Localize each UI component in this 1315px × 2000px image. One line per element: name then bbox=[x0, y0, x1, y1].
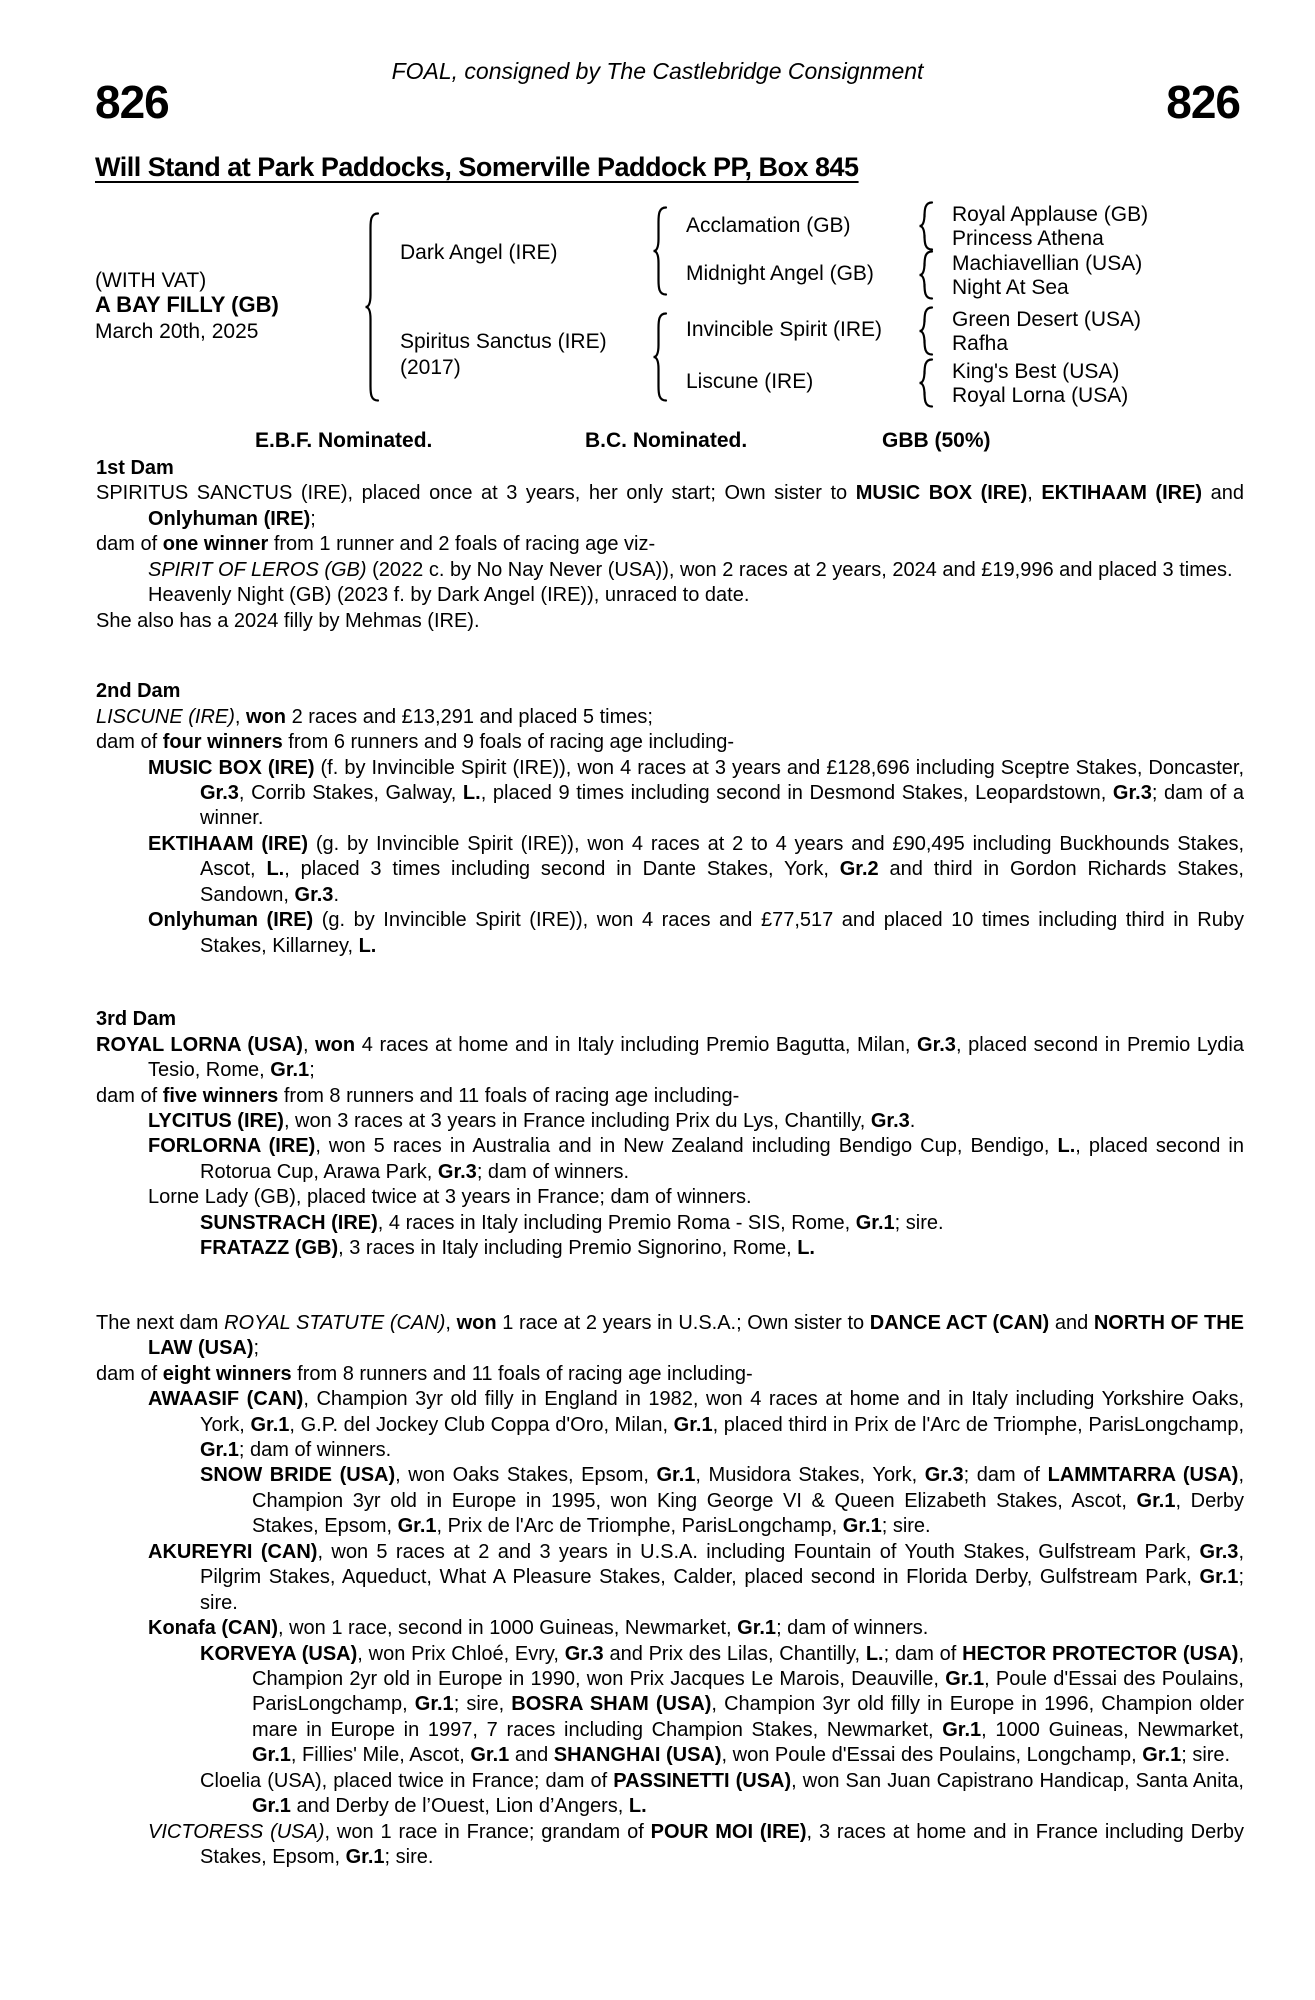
text-run: , 3 races at home and in France including Derby Stakes, Epsom, bbox=[200, 1820, 1244, 1869]
text-run: and bbox=[1202, 482, 1244, 505]
text-run: , bbox=[1027, 482, 1042, 505]
catalog-paragraph bbox=[96, 1820, 1244, 1871]
pedigree-gen2-entry: Liscune (IRE) bbox=[686, 370, 814, 393]
text-run: , bbox=[302, 1033, 316, 1056]
text-run: Lorne Lady (GB), placed twice at 3 years in France; dam of winners. bbox=[148, 1186, 752, 1209]
text-run: , Champion 3yr old filly in England in 1982, won 4 races at home and in Italy including Yorkshire Oaks, York, bbox=[200, 1388, 1245, 1436]
text-run: 4 races at home and in Italy including Premio Bagutta, Milan, bbox=[355, 1033, 918, 1056]
text-run: Gr.1 bbox=[737, 1617, 777, 1640]
subject-name: A BAY FILLY (GB) bbox=[95, 292, 279, 317]
text-run: dam of bbox=[96, 1362, 163, 1385]
text-run: MUSIC BOX (IRE) bbox=[148, 756, 315, 779]
text-run: She also has a 2024 filly by Mehmas (IRE). bbox=[96, 609, 480, 632]
text-run: Gr.1 bbox=[945, 1668, 985, 1691]
pedigree-brace bbox=[918, 201, 934, 251]
text-run: L. bbox=[865, 1642, 884, 1665]
lot-number-left: 826 bbox=[95, 76, 169, 128]
text-run: POUR MOI (IRE) bbox=[650, 1820, 807, 1843]
consignor-line: FOAL, consigned by The Castlebridge Consignment bbox=[391, 58, 924, 84]
vat-note: (WITH VAT) bbox=[95, 269, 207, 292]
text-run: Gr.3 bbox=[437, 1160, 477, 1183]
text-run: , bbox=[234, 705, 247, 728]
catalog-paragraph bbox=[96, 730, 1244, 755]
text-run: , Musidora Stakes, York, bbox=[695, 1464, 925, 1487]
text-run: 1 race at 2 years in U.S.A.; Own sister to bbox=[496, 1311, 870, 1334]
text-run: , won 3 races at 3 years in France including Prix du Lys, Chantilly, bbox=[283, 1109, 871, 1132]
catalog-paragraph bbox=[96, 1362, 1244, 1387]
text-run: , Corrib Stakes, Galway, bbox=[238, 781, 463, 804]
text-run: , won 1 race in France; grandam of bbox=[324, 1820, 651, 1843]
text-run: , Champion 3yr old filly in Europe in 1996, Champion older mare in Europe in 1997, 7 races including Champion Stakes, Newmarket, bbox=[252, 1693, 1244, 1741]
pedigree-brace bbox=[652, 206, 668, 296]
text-run: Gr.1 bbox=[252, 1795, 291, 1818]
text-run: ; dam of winners. bbox=[476, 1160, 630, 1183]
text-run: Gr.1 bbox=[1142, 1744, 1182, 1767]
text-run: dam of bbox=[96, 731, 163, 754]
text-run: five winners bbox=[162, 1084, 279, 1107]
catalog-paragraph bbox=[96, 481, 1244, 532]
catalog-text bbox=[96, 456, 1244, 1871]
text-run: LAMMTARRA (USA) bbox=[1047, 1464, 1239, 1487]
text-run: EKTIHAAM (IRE) bbox=[148, 832, 309, 855]
text-run: AKUREYRI (CAN) bbox=[148, 1540, 318, 1563]
pedigree-brace bbox=[652, 312, 668, 402]
text-run: L. bbox=[628, 1795, 647, 1818]
lot-number-right: 826 bbox=[1166, 76, 1240, 128]
text-run: , 4 races in Italy including Premio Roma - SIS, Rome, bbox=[377, 1211, 856, 1234]
text-run: Gr.3 bbox=[294, 883, 334, 906]
catalog-paragraph bbox=[96, 1769, 1244, 1820]
text-run: Gr.1 bbox=[673, 1413, 713, 1436]
catalog-paragraph bbox=[96, 609, 1244, 634]
text-run: Gr.1 bbox=[397, 1515, 437, 1538]
catalog-paragraph bbox=[96, 1033, 1244, 1084]
pedigree-gen3-entry: Night At Sea bbox=[952, 276, 1069, 299]
text-run: from 6 runners and 9 foals of racing age including- bbox=[282, 731, 735, 754]
text-run: ; dam of bbox=[963, 1464, 1048, 1487]
text-run: Gr.1 bbox=[855, 1211, 895, 1234]
text-run: BOSRA SHAM (USA) bbox=[511, 1693, 712, 1716]
text-run: from 8 runners and 11 foals of racing age including- bbox=[278, 1084, 740, 1107]
catalog-paragraph bbox=[96, 558, 1244, 583]
text-run: and bbox=[1049, 1311, 1094, 1334]
text-run: MUSIC BOX (IRE) bbox=[855, 482, 1028, 505]
stand-location-line: Will Stand at Park Paddocks, Somerville Paddock PP, Box 845 bbox=[95, 152, 859, 182]
catalog-paragraph bbox=[96, 1185, 1244, 1210]
pedigree-dam: Spiritus Sanctus (IRE) bbox=[400, 330, 607, 353]
catalog-paragraph bbox=[96, 532, 1244, 557]
pedigree-brace bbox=[918, 306, 934, 356]
catalog-paragraph bbox=[96, 1084, 1244, 1109]
text-run: L. bbox=[266, 858, 285, 881]
text-run: (2022 c. by No Nay Never (USA)), won 2 races at 2 years, 2024 and £19,996 and placed 3 times. bbox=[366, 558, 1233, 581]
text-run: ; dam of winners. bbox=[238, 1438, 392, 1461]
text-run: KORVEYA (USA) bbox=[200, 1642, 358, 1665]
text-run: DANCE ACT (CAN) bbox=[869, 1311, 1050, 1334]
text-run: and bbox=[509, 1744, 554, 1767]
text-run: Gr.1 bbox=[1136, 1489, 1176, 1512]
text-run: Gr.3 bbox=[1199, 1540, 1239, 1563]
text-run: , Derby Stakes, Epsom, bbox=[252, 1489, 1245, 1538]
text-run: from 8 runners and 11 foals of racing age including- bbox=[291, 1362, 753, 1385]
text-run: Gr.1 bbox=[270, 1059, 310, 1082]
text-run: ; dam of winners. bbox=[776, 1617, 929, 1640]
text-run: Gr.3 bbox=[917, 1033, 956, 1056]
text-run: 2 races and £13,291 and placed 5 times; bbox=[286, 705, 653, 728]
pedigree-gen3-entry: Green Desert (USA) bbox=[952, 308, 1142, 331]
text-run: Gr.3 bbox=[564, 1642, 604, 1665]
text-run: L. bbox=[1057, 1135, 1076, 1158]
text-run: one winner bbox=[162, 533, 269, 556]
pedigree-gen3-entry: Royal Lorna (USA) bbox=[952, 384, 1129, 407]
catalog-paragraph bbox=[96, 583, 1244, 608]
catalog-paragraph bbox=[96, 756, 1244, 832]
text-run: Gr.2 bbox=[839, 858, 879, 881]
catalog-paragraph bbox=[96, 1109, 1244, 1134]
text-run: LISCUNE (IRE) bbox=[96, 705, 235, 728]
text-run: dam of bbox=[96, 1084, 163, 1107]
text-run: won bbox=[315, 1033, 356, 1056]
pedigree-gen2-entry: Midnight Angel (GB) bbox=[686, 262, 874, 285]
text-run: won bbox=[456, 1311, 497, 1334]
text-run: Gr.3 bbox=[924, 1464, 964, 1487]
catalog-paragraph bbox=[96, 1642, 1244, 1769]
pedigree-gen3-entry: Princess Athena bbox=[952, 227, 1104, 250]
pedigree-dam-year: (2017) bbox=[400, 356, 461, 379]
text-run: Gr.1 bbox=[942, 1718, 982, 1741]
catalog-paragraph bbox=[96, 1211, 1244, 1236]
pedigree-gen3-entry: King's Best (USA) bbox=[952, 360, 1120, 383]
text-run: , Champion 2yr old in Europe in 1990, won Prix Jacques Le Marois, Deauville, bbox=[252, 1642, 1245, 1691]
text-run: four winners bbox=[162, 731, 283, 754]
text-run: NORTH OF THE LAW (USA) bbox=[148, 1311, 1244, 1360]
text-run: Gr.1 bbox=[414, 1693, 454, 1716]
text-run: FRATAZZ (GB) bbox=[200, 1237, 339, 1260]
text-run: PASSINETTI (USA) bbox=[613, 1769, 792, 1792]
text-run: AWAASIF (CAN) bbox=[148, 1388, 304, 1411]
text-run: Heavenly Night (GB) (2023 f. by Dark Angel (IRE)), unraced to date. bbox=[148, 584, 750, 607]
text-run: , won 1 race, second in 1000 Guineas, Newmarket, bbox=[278, 1617, 738, 1640]
section-heading: 2nd Dam bbox=[96, 680, 181, 703]
text-run: . bbox=[333, 883, 339, 906]
text-run: ; sire. bbox=[1181, 1744, 1231, 1767]
catalog-paragraph bbox=[96, 1463, 1244, 1539]
text-run: L. bbox=[358, 934, 377, 957]
text-run: Gr.1 bbox=[842, 1515, 882, 1538]
catalog-paragraph bbox=[96, 1236, 1244, 1261]
text-run: ; dam of bbox=[883, 1642, 963, 1665]
text-run: FORLORNA (IRE) bbox=[148, 1135, 316, 1158]
pedigree-gen3-entry: Machiavellian (USA) bbox=[952, 252, 1143, 275]
pedigree-brace bbox=[918, 358, 934, 408]
text-run: ; sire. bbox=[894, 1211, 944, 1234]
text-run: (g. by Invincible Spirit (IRE)), won 4 races and £77,517 and placed 10 times including third in Ruby Stakes, Killarney, bbox=[200, 909, 1244, 957]
text-run: ; sire. bbox=[384, 1846, 434, 1869]
text-run: , placed 9 times including second in Desmond Stakes, Leopardstown, bbox=[480, 781, 1113, 804]
text-run: ; bbox=[309, 1059, 315, 1082]
text-run: SUNSTRACH (IRE) bbox=[200, 1211, 378, 1234]
text-run: Gr.1 bbox=[250, 1413, 290, 1436]
text-run: SHANGHAI (USA) bbox=[553, 1744, 722, 1767]
ebf-nomination: E.B.F. Nominated. bbox=[255, 429, 433, 452]
text-run: (g. by Invincible Spirit (IRE)), won 4 races at 2 to 4 years and £90,495 including Buckhounds Stakes, Ascot, bbox=[200, 832, 1245, 881]
text-run: from 1 runner and 2 foals of racing age viz- bbox=[268, 533, 656, 556]
pedigree-gen2-entry: Acclamation (GB) bbox=[686, 214, 851, 237]
text-run: HECTOR PROTECTOR (USA) bbox=[962, 1642, 1239, 1665]
text-run: EKTIHAAM (IRE) bbox=[1041, 482, 1203, 505]
bc-nomination: B.C. Nominated. bbox=[585, 429, 748, 452]
text-run: ; bbox=[310, 507, 316, 530]
text-run: , won Prix Chloé, Evry, bbox=[357, 1642, 565, 1665]
text-run: , 3 races in Italy including Premio Signorino, Rome, bbox=[338, 1237, 798, 1260]
text-run: L. bbox=[797, 1237, 815, 1260]
section-heading: 1st Dam bbox=[96, 457, 174, 479]
catalog-paragraph bbox=[96, 1134, 1244, 1185]
text-run: , Prix de l'Arc de Triomphe, ParisLongchamp, bbox=[436, 1515, 843, 1538]
text-run: , won Poule d'Essai des Poulains, Longchamp, bbox=[721, 1744, 1143, 1767]
pedigree-gen2-entry: Invincible Spirit (IRE) bbox=[686, 318, 883, 341]
text-run: Gr.1 bbox=[345, 1846, 385, 1869]
catalog-paragraph bbox=[96, 832, 1244, 908]
catalog-paragraph bbox=[96, 908, 1244, 959]
text-run: ROYAL STATUTE (CAN) bbox=[224, 1311, 446, 1334]
pedigree-gen3-entry: Rafha bbox=[952, 332, 1009, 355]
gbb-badge: GBB (50%) bbox=[882, 429, 991, 452]
text-run: LYCITUS (IRE) bbox=[148, 1109, 284, 1132]
text-run: , placed second in Rotorua Cup, Arawa Park, bbox=[200, 1135, 1244, 1183]
text-run: . bbox=[909, 1109, 916, 1132]
text-run: SPIRIT OF LEROS (GB) bbox=[148, 558, 367, 581]
pedigree-gen3-entry: Royal Applause (GB) bbox=[952, 203, 1149, 226]
text-run: Onlyhuman (IRE) bbox=[148, 507, 311, 530]
text-run: and Derby de l’Ouest, Lion d’Angers, bbox=[290, 1795, 629, 1818]
pedigree-brace bbox=[918, 250, 934, 300]
foal-date: March 20th, 2025 bbox=[95, 320, 259, 343]
catalog-paragraph bbox=[96, 1616, 1244, 1641]
text-run: , won 5 races at 2 and 3 years in U.S.A. including Fountain of Youth Stakes, Gulfstream Park, bbox=[317, 1540, 1200, 1563]
text-run: Gr.1 bbox=[252, 1744, 291, 1767]
text-run: , won 5 races in Australia and in New Zealand including Bendigo Cup, Bendigo, bbox=[315, 1135, 1058, 1158]
text-run: Gr.3 bbox=[1112, 781, 1152, 804]
text-run: Gr.3 bbox=[200, 781, 239, 804]
text-run: ; sire. bbox=[200, 1566, 1244, 1614]
text-run: , placed 3 times including second in Dante Stakes, York, bbox=[284, 858, 840, 881]
text-run: ; sire. bbox=[881, 1515, 931, 1538]
text-run: Cloelia (USA), placed twice in France; dam of bbox=[200, 1769, 614, 1792]
text-run: , won Oaks Stakes, Epsom, bbox=[395, 1464, 657, 1487]
text-run: and third in Gordon Richards Stakes, Sandown, bbox=[200, 858, 1244, 906]
text-run: , placed third in Prix de l'Arc de Triomphe, ParisLongchamp, bbox=[712, 1413, 1245, 1436]
text-run: Gr.1 bbox=[656, 1464, 696, 1487]
text-run: L. bbox=[462, 781, 481, 804]
text-run: Onlyhuman (IRE) bbox=[148, 909, 314, 932]
section-heading: 3rd Dam bbox=[96, 1008, 177, 1031]
catalog-paragraph bbox=[96, 1387, 1244, 1463]
text-run: SNOW BRIDE (USA) bbox=[200, 1464, 396, 1487]
pedigree-sire: Dark Angel (IRE) bbox=[400, 241, 558, 264]
text-run: Gr.1 bbox=[470, 1744, 510, 1767]
text-run: dam of bbox=[96, 533, 163, 556]
text-run: and Prix des Lilas, Chantilly, bbox=[603, 1642, 866, 1665]
text-run: SPIRITUS SANCTUS (IRE), placed once at 3 years, her only start; Own sister to bbox=[96, 482, 856, 505]
nominations-line bbox=[0, 429, 1315, 455]
text-run: Gr.3 bbox=[870, 1109, 910, 1132]
catalog-paragraph bbox=[96, 1540, 1244, 1616]
text-run: won bbox=[246, 705, 287, 728]
text-run: , Pilgrim Stakes, Aqueduct, What A Pleasure Stakes, Calder, placed second in Florida Derby, Gulfstream Park, bbox=[200, 1540, 1244, 1589]
text-run: (f. by Invincible Spirit (IRE)), won 4 races at 3 years and £128,696 including Sceptre Stakes, Doncaster, bbox=[314, 756, 1244, 779]
text-run: eight winners bbox=[162, 1362, 292, 1385]
catalog-paragraph bbox=[96, 705, 1244, 730]
text-run: ; bbox=[253, 1337, 260, 1360]
text-run: , bbox=[445, 1311, 457, 1334]
text-run: Gr.1 bbox=[1199, 1566, 1239, 1589]
text-run: VICTORESS (USA) bbox=[148, 1820, 325, 1843]
text-run: , Poule d'Essai des Poulains, ParisLongchamp, bbox=[252, 1668, 1244, 1716]
text-run: , 1000 Guineas, Newmarket, bbox=[981, 1718, 1244, 1741]
text-run: , Fillies' Mile, Ascot, bbox=[290, 1744, 471, 1767]
text-run: , G.P. del Jockey Club Coppa d'Oro, Milan, bbox=[289, 1413, 674, 1436]
text-run: , Champion 3yr old in Europe in 1995, won King George VI & Queen Elizabeth Stakes, Ascot, bbox=[252, 1464, 1244, 1512]
text-run: , won San Juan Capistrano Handicap, Santa Anita, bbox=[791, 1769, 1244, 1792]
text-run: The next dam bbox=[96, 1311, 225, 1334]
text-run: Konafa (CAN) bbox=[148, 1617, 278, 1640]
text-run: Gr.1 bbox=[200, 1438, 239, 1461]
catalog-paragraph bbox=[96, 1311, 1244, 1362]
text-run: ; dam of a winner. bbox=[200, 781, 1245, 830]
text-run: ; sire, bbox=[453, 1693, 512, 1716]
text-run: , placed second in Premio Lydia Tesio, Rome, bbox=[148, 1033, 1244, 1082]
text-run: ROYAL LORNA (USA) bbox=[96, 1033, 303, 1056]
pedigree-brace bbox=[364, 212, 380, 402]
